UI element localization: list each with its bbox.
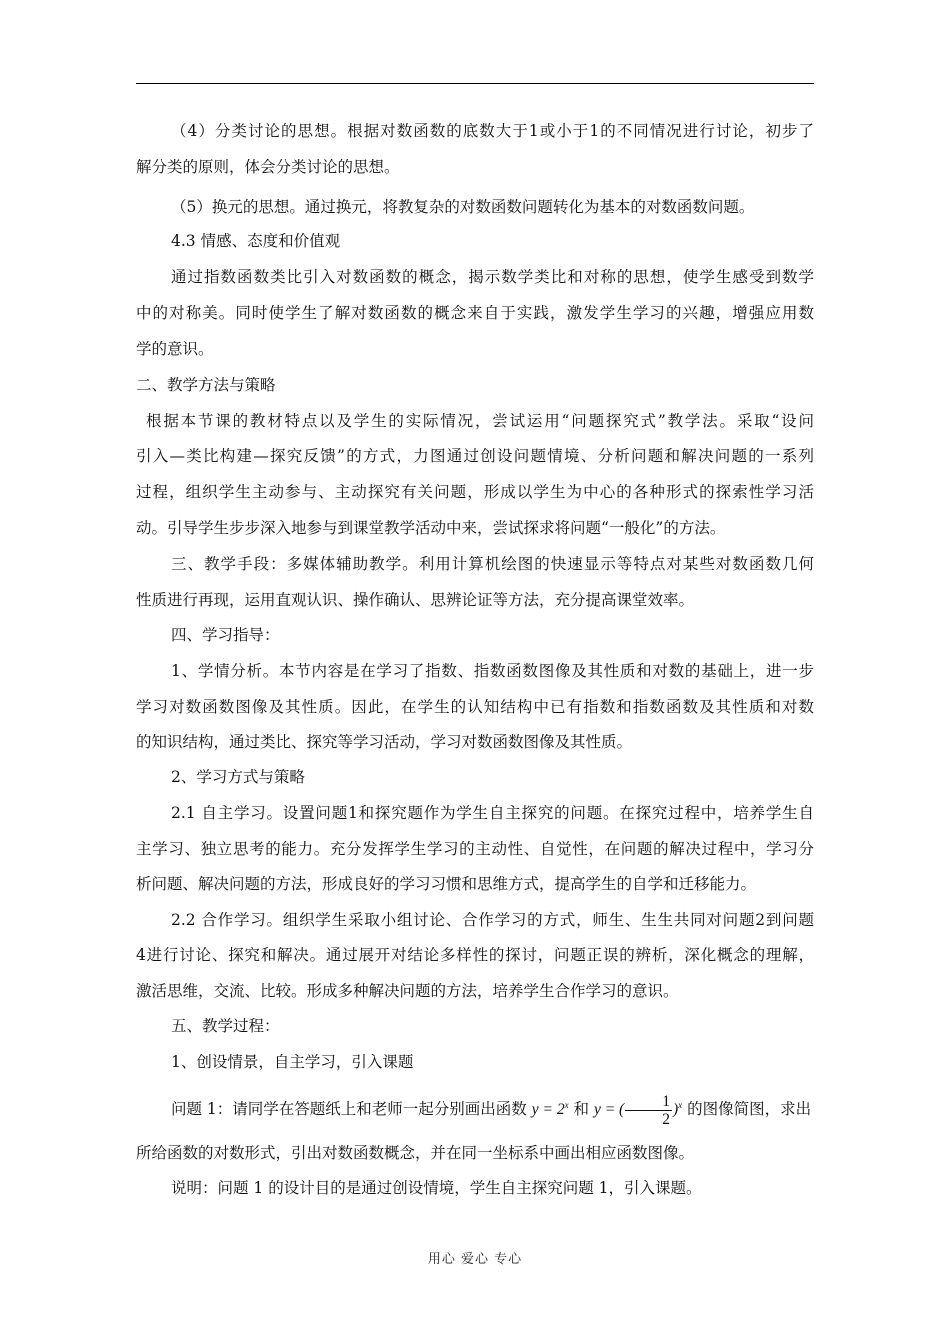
- paragraph-line: 4进行讨论、探究和解决。通过展开对结论多样性的探讨，问题正误的辨析，深化概念的理解，: [136, 946, 814, 964]
- section-heading: 4.3 情感、态度和价值观: [171, 232, 341, 250]
- paragraph-line: 2.1 自主学习。设置问题1和探究题作为学生自主探究的问题。在探究过程中，培养学生自: [171, 804, 814, 822]
- section-heading: 五、教学过程：: [171, 1017, 280, 1035]
- paragraph-line: 学的意识。: [136, 340, 214, 358]
- problem-prefix: 问题 1：请同学在答题纸上和老师一起分别画出函数: [171, 1100, 527, 1119]
- section-heading: 四、学习指导：: [171, 626, 280, 644]
- paragraph-line: 1、学情分析。本节内容是在学习了指数、指数函数图像及其性质和对数的基础上，进一步: [171, 662, 814, 680]
- paragraph-line: 激活思维，交流、比较。形成多种解决问题的方法，培养学生合作学习的意识。: [136, 982, 679, 1000]
- header-rule: [136, 83, 814, 84]
- section-heading: 1、创设情景，自主学习，引入课题: [171, 1053, 414, 1071]
- problem-suffix: 的图像简图，求出: [687, 1100, 812, 1119]
- paragraph-line: （5）换元的思想。通过换元，将教复杂的对数函数问题转化为基本的对数函数问题。: [171, 198, 755, 216]
- formula-exponential-2: $y = 2^x$: [531, 1100, 569, 1119]
- paragraph-line: 性质进行再现，运用直观认识、操作确认、思辨论证等方法，充分提高课堂效率。: [136, 591, 695, 609]
- paragraph-line: 中的对称美。同时使学生了解对数函数的概念来自于实践，激发学生学习的兴趣，增强应用数: [136, 304, 814, 322]
- paragraph-line: 所给函数的对数形式，引出对数函数概念，并在同一坐标系中画出相应函数图像。: [136, 1144, 695, 1162]
- problem-line: [136, 1085, 814, 1125]
- paragraph-line: 过程，组织学生主动参与、主动探究有关问题，形成以学生为中心的各种形式的探索性学习活: [136, 483, 814, 501]
- fraction: $\frac{1}{2}$: [625, 1093, 672, 1125]
- paragraph-line: 三、教学手段：多媒体辅助教学。利用计算机绘图的快速显示等特点对某些对数函数几何: [171, 555, 814, 573]
- paragraph-line: 根据本节课的教材特点以及学生的实际情况，尝试运用“问题探究式”教学法。采取“设问: [146, 412, 814, 430]
- paragraph-line: （4）分类讨论的思想。根据对数函数的底数大于1或小于1的不同情况进行讨论，初步了: [171, 122, 814, 140]
- paragraph-line: 引入—类比构建—探究反馈”的方式，力图通过创设问题情境、分析问题和解决问题的一系列: [136, 447, 814, 465]
- paragraph-line: 说明：问题 1 的设计目的是通过创设情境，学生自主探究问题 1，引入课题。: [171, 1179, 702, 1197]
- paragraph-line: 2.2 合作学习。组织学生采取小组讨论、合作学习的方式，师生、生生共同对问题2到问题: [171, 911, 814, 929]
- section-heading: 2、学习方式与策略: [171, 768, 305, 786]
- problem-connector: 和: [573, 1100, 590, 1119]
- paragraph-line: 通过指数函数类比引入对数函数的概念，揭示数学类比和对称的思想，使学生感受到数学: [171, 268, 814, 286]
- paragraph-line: 解分类的原则，体会分类讨论的思想。: [136, 158, 400, 176]
- formula-exponential-half: y = ( $\frac{1}{2}$ )$^x$: [594, 1101, 682, 1118]
- paragraph-line: 的知识结构，通过类比、探究等学习活动，学习对数函数图像及其性质。: [136, 733, 633, 751]
- paragraph-line: 学习对数函数图像及其性质。因此，在学生的认知结构中已有指数和指数函数及其性质和对数: [136, 698, 814, 716]
- paragraph-line: 主学习、独立思考的能力。充分发挥学生学习的主动性、自觉性，在问题的解决过程中，学习分: [136, 840, 814, 858]
- paragraph-line: 析问题、解决问题的方法，形成良好的学习习惯和思维方式，提高学生的自学和迁移能力。: [136, 875, 757, 893]
- page-footer: 用心 爱心 专心: [427, 1252, 523, 1267]
- section-heading: 二、教学方法与策略: [136, 376, 276, 394]
- paragraph-line: 动。引导学生步步深入地参与到课堂教学活动中来，尝试探求将问题“一般化”的方法。: [136, 519, 726, 537]
